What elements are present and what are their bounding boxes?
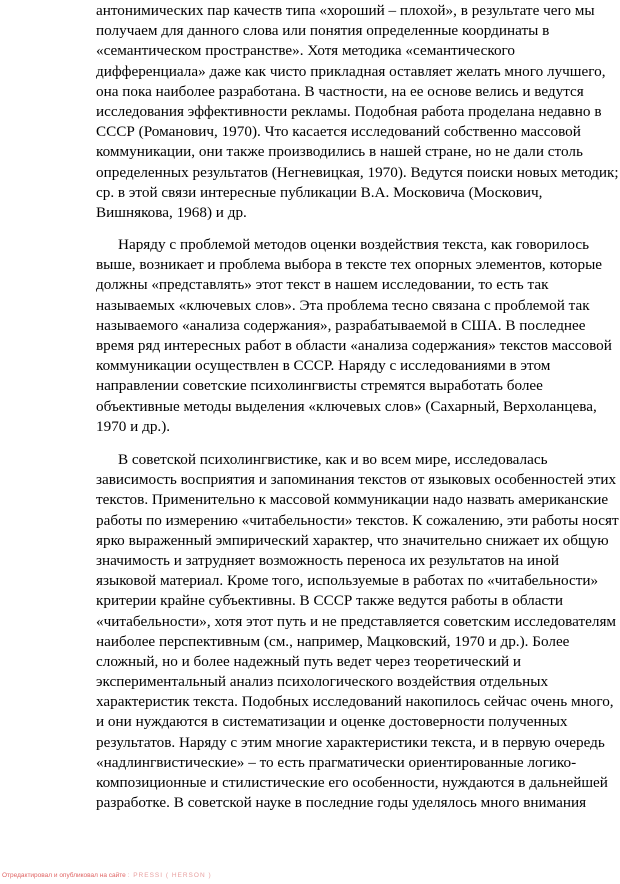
text-line: коммуникации, они также производились в нашей стране, но не дали столь — [96, 143, 583, 161]
text-line: называемых «ключевых слов». Эта проблема тесно связана с проблемой так — [96, 296, 590, 314]
text-line: определенных результатов (Негневицкая, 1970). Ведутся поиски новых методик; — [96, 163, 619, 181]
text-line: «семантическом пространстве». Хотя методика «семантического — [96, 42, 515, 60]
text-line: композиционные и стилистические его особенности, нуждаются в дальнейшей — [96, 774, 608, 791]
text-line: получаем для данного слова или понятия определенные координаты в — [96, 22, 550, 40]
text-line: «читабельности», хотя этот путь и не представляется советским исследователям — [96, 612, 617, 630]
paragraph-3 — [96, 450, 619, 813]
text-line: называемого «анализа содержания», разрабатываемой в США. В последнее — [96, 316, 586, 334]
text-line: и они нуждаются в систематизации и оценке достоверности полученных — [96, 713, 568, 731]
text-line: работы по измерению «читабельности» текстов. К сожалению, эти работы носят — [96, 511, 619, 529]
text-line: текстов. Применительно к массовой коммуникации надо назвать американские — [96, 491, 609, 509]
text-line: исследования эффективности рекламы. Подобная работа проделана недавно в — [96, 102, 602, 120]
text-line: Наряду с проблемой методов оценки воздействия текста, как говорилось — [118, 236, 590, 253]
text-line: характеристик текста. Подобных исследований накопилось сейчас очень много, — [96, 693, 614, 711]
text-line: значимость и затрудняет возможность переноса их результатов на иной — [96, 551, 559, 569]
text-line: экспериментальный анализ психологического воздействия отдельных — [96, 673, 549, 691]
paragraph-1 — [96, 1, 619, 223]
text-line: ср. в этой связи интересные публикации В.А. Московича (Москович, — [96, 183, 543, 201]
text-line: В советской психолингвистике, как и во всем мире, исследовалась — [118, 451, 548, 468]
text-line: время ряд интересных работ в области «анализа содержания» текстов массовой — [96, 336, 612, 354]
footer-text: Отредактировал и опубликовал на сайте — [2, 872, 126, 879]
text-line: 1970 и др.). — [96, 417, 171, 435]
text-line: выше, возникает и проблема выбора в тексте тех опорных элементов, которые — [96, 256, 603, 274]
text-line: разработке. В советской науке в последние годы уделялось много внимания — [96, 794, 587, 812]
text-line: «надлингвистические» – то есть прагматически ориентированные логико- — [96, 753, 577, 771]
text-line: антонимических пар качеств типа «хороший – плохой», в результате чего мы — [96, 2, 595, 19]
text-line: ярко выраженный эмпирический характер, что значительно снижает их общую — [96, 531, 609, 549]
text-line: Вишнякова, 1968) и др. — [96, 203, 247, 221]
text-line: она пока наиболее разработана. В частности, на ее основе велись и ведутся — [96, 82, 584, 100]
text-line: наиболее перспективным (см., например, Мацковский, 1970 и др.). Более — [96, 632, 570, 650]
text-line: объективные методы выделения «ключевых слов» (Сахарный, Верхоланцева, — [96, 397, 597, 415]
text-line: результатов. Наряду с этим многие характеристики текста, и в первую очередь — [96, 733, 605, 751]
text-line: языковой материал. Кроме того, используемые в работах по «читабельности» — [96, 572, 599, 590]
text-line: сложный, но и более надежный путь ведет через теоретический и — [96, 652, 522, 670]
text-line: должны «представлять» этот текст в нашем исследовании, то есть так — [96, 276, 549, 294]
footer-watermark — [2, 872, 212, 880]
text-line: направлении советские психолингвисты стремятся выработать более — [96, 377, 543, 395]
text-line: СССР (Романович, 1970). Что касается исследований собственно массовой — [96, 123, 581, 141]
paragraph-2 — [96, 235, 616, 437]
text-line: коммуникации осуществлен в СССР. Наряду с исследованиями в этом — [96, 357, 551, 375]
text-line: критерии крайне субъективны. В СССР также ведутся работы в области — [96, 592, 563, 610]
text-line: дифференциала» даже как чисто прикладная оставляет желать много лучшего, — [96, 62, 606, 80]
text-line: зависимость восприятия и запоминания текстов от языковых особенностей этих — [96, 471, 617, 489]
footer-dots: : PRESSI ( HERSON ) — [127, 872, 212, 879]
